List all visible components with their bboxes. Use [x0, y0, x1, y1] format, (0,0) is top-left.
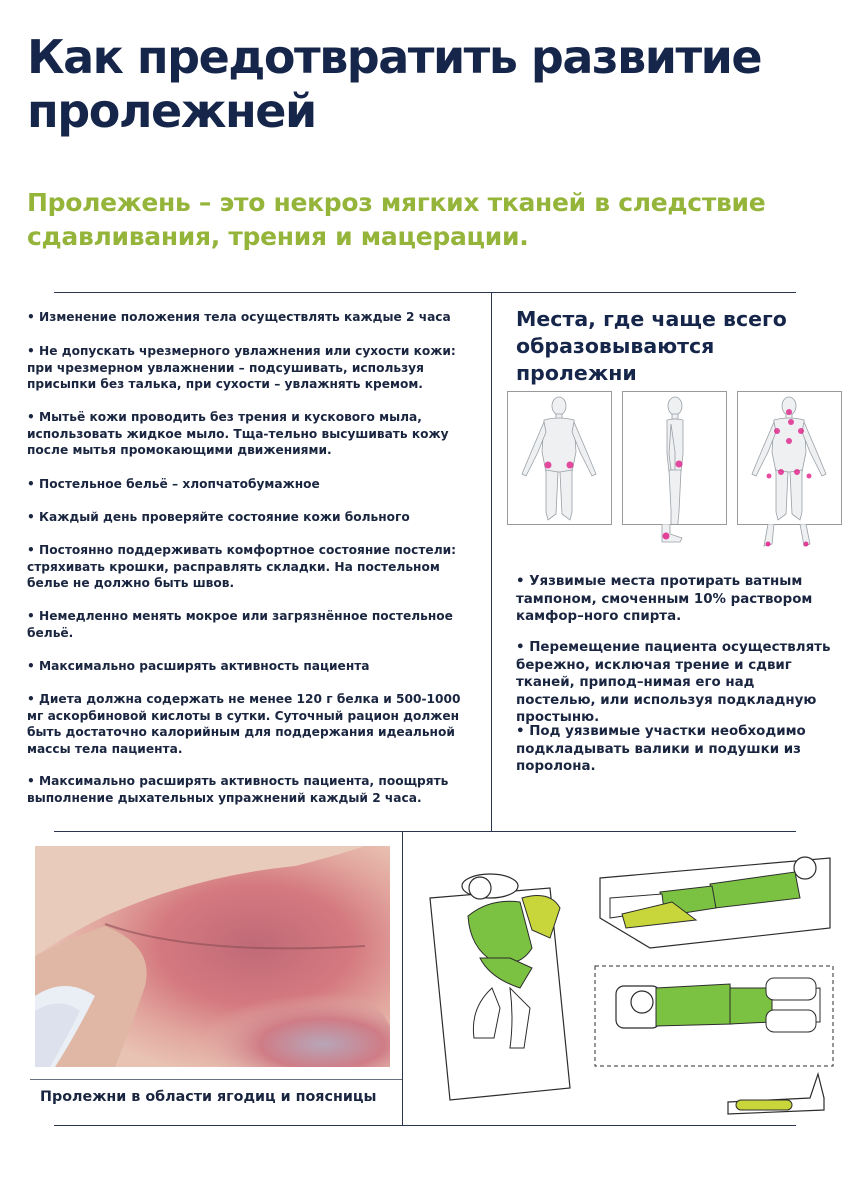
body-front-view [507, 391, 612, 525]
photo-caption: Пролежни в области ягодиц и поясницы [40, 1089, 377, 1105]
supine-bed-figure [595, 966, 833, 1066]
lateral-position-figure [430, 874, 570, 1100]
list-item: • Не допускать чрезмерного увлажнения или сухости кожи: при чрезмерном увлажнении – подсушивать, используя присыпки без талька, при сухости – увлажнять кремом. [27, 344, 456, 391]
list-item: • Немедленно менять мокрое или загрязнённое постельное бельё. [27, 609, 453, 640]
heel-roll-figure [728, 1074, 824, 1114]
list-item: • Мытьё кожи проводить без трения и кускового мыла, использовать жидкое мыло. Тща-тельно высушивать кожу после мытья промокающими движениями. [27, 410, 449, 457]
feet-markers [650, 524, 830, 554]
list-item: • Максимально расширять активность пациента [27, 659, 370, 673]
middle-divider [54, 831, 796, 832]
list-item: • Максимально расширять активность пациента, поощрять выполнение дыхательных упражнений каждый 2 часа. [27, 774, 449, 805]
top-divider [54, 292, 796, 293]
body-side-view [622, 391, 727, 525]
patient-positioning-illustrations [410, 838, 840, 1128]
list-item: • Каждый день проверяйте состояние кожи больного [27, 510, 410, 524]
lower-center-divider [402, 831, 403, 1126]
list-item: • Диета должна содержать не менее 120 г белка и 500-1000 мг аскорбиновой кислоты в сутки. Суточный рацион должен быть достаточно калорийным для поддержания идеальной массы тела пациента. [27, 692, 461, 756]
list-item: • Постоянно поддерживать комфортное состояние постели: стряхивать крошки, расправлять складки. На постельном белье не должно быть швов. [27, 543, 457, 590]
list-item: • Под уязвимые участки необходимо подкладывать валики и подушки из поролона. [516, 724, 806, 774]
list-item: • Изменение положения тела осуществлять каждые 2 часа [27, 310, 451, 324]
list-item: • Уязвимые места протирать ватным тампоном, смоченным 10% раствором камфор–ного спирта. [516, 574, 813, 624]
pressure-sites-heading: Места, где чаще всего образовываются пролежни [516, 307, 787, 385]
center-divider [491, 292, 492, 832]
page-title: Как предотвратить развитие пролежней [27, 30, 762, 138]
page-subtitle: Пролежень – это некроз мягких тканей в следствие сдавливания, трения и мацерации. [27, 188, 766, 251]
list-item: • Перемещение пациента осуществлять бережно, исключая трение и сдвиг тканей, припод–нимая его над постелью, или используя подкладную простыню. [516, 640, 831, 725]
pressure-sore-photo [35, 846, 390, 1067]
caption-divider [30, 1079, 402, 1080]
list-item: • Постельное бельё – хлопчатобумажное [27, 477, 320, 491]
body-back-view [737, 391, 842, 525]
supine-wedge-figure [600, 857, 830, 948]
